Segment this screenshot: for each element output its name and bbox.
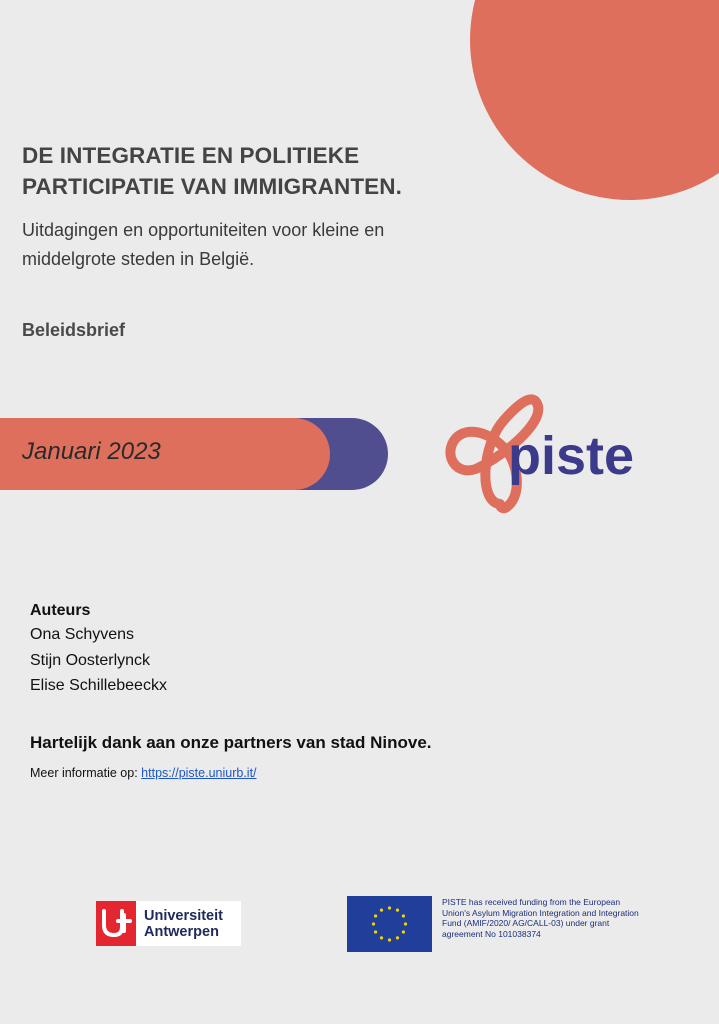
acknowledgement: Hartelijk dank aan onze partners van stad Ninove. (30, 733, 432, 752)
piste-logo-text: piste (508, 426, 635, 486)
author-name: Stijn Oosterlynck (30, 651, 151, 669)
more-info-link[interactable]: https://piste.uniurb.it/ (141, 766, 257, 780)
more-info-label: Meer informatie op: (30, 766, 138, 780)
university-emblem-icon (96, 901, 136, 946)
piste-logo (438, 384, 670, 518)
document-subtitle: Uitdagingen en opportuniteiten voor kleine en middelgrote steden in België. (22, 220, 385, 269)
document-title: DE INTEGRATIE EN POLITIEKE PARTICIPATIE VAN IMMIGRANTEN. (22, 143, 402, 199)
university-name-line2: Antwerpen (144, 923, 219, 940)
decorative-circle (470, 0, 719, 200)
author-name: Ona Schyvens (30, 626, 135, 643)
university-name-line1: Universiteit (144, 907, 223, 924)
eu-flag-icon (347, 896, 432, 952)
funding-statement: PISTE has received funding from the European Union's Asylum Migration Integration and Integration Fund (AMIF/2020/ AG/CALL-03) under grant agreement No 101038374 (442, 897, 639, 939)
authors-heading: Auteurs (30, 602, 91, 619)
document-type: Beleidsbrief (22, 320, 126, 340)
university-antwerp-logo (96, 901, 241, 946)
author-name: Elise Schillebeeckx (30, 677, 167, 694)
more-info (30, 766, 257, 780)
authors-section (30, 600, 167, 699)
publication-date: Januari 2023 (22, 438, 161, 465)
